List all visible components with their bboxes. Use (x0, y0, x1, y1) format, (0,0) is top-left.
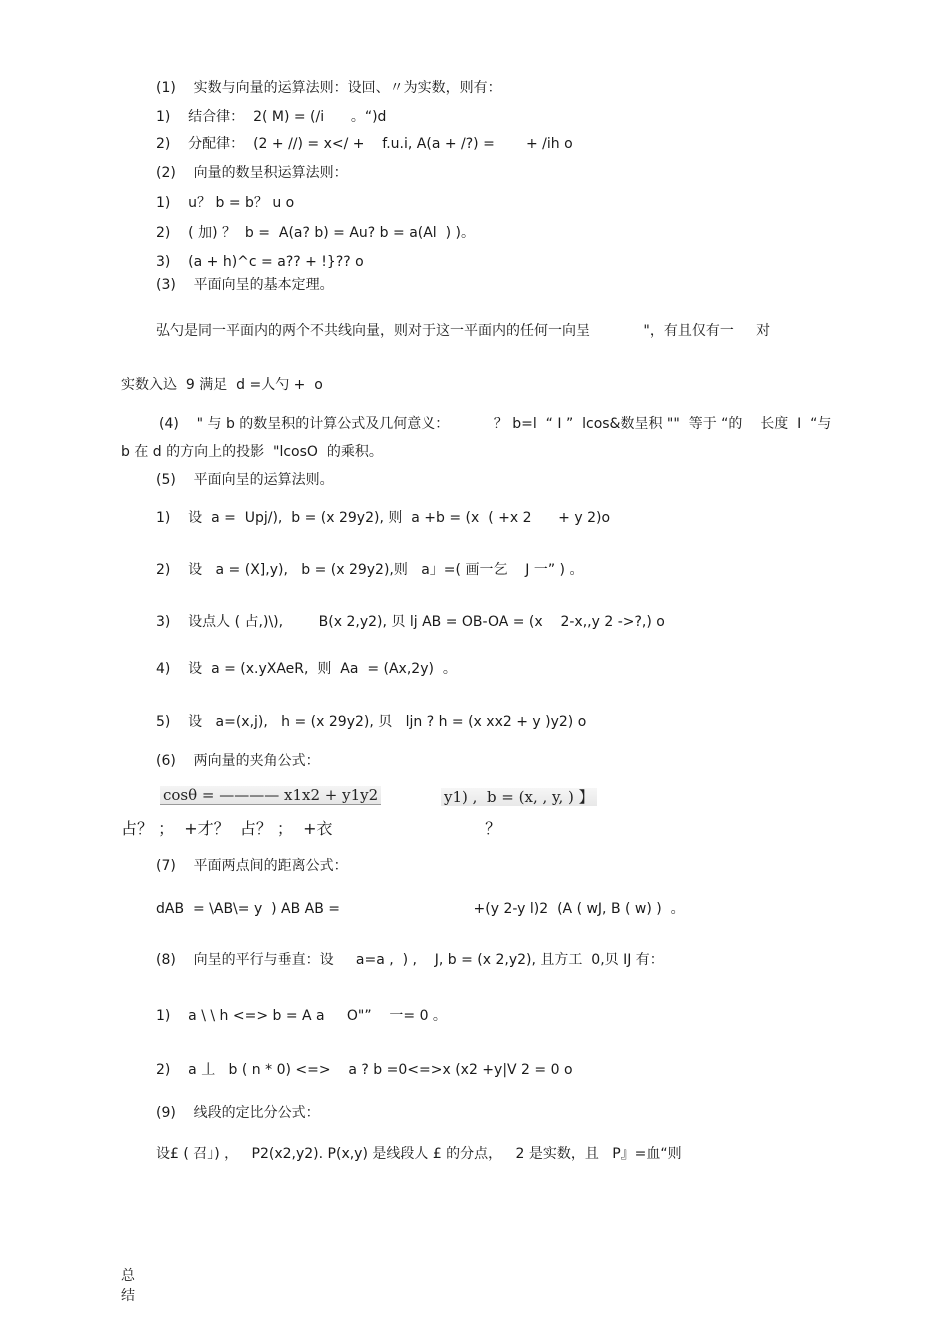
line-6: 2) ( 加) ？ b = A(a? b) = Au? b = a(Al ) )。 (156, 225, 475, 241)
vector-definition-image: y1) , b = (x, , y, ) 】 (441, 788, 597, 806)
footer-char-1: 总 (121, 1268, 135, 1284)
line-22: dAB = \AB\= y ) AB AB = +(y 2-y l)2 (A ( wJ, B ( w) ) 。 (156, 901, 685, 917)
line-14: 1) 设 a = Upj/), b = (x 29y2), 则 a +b = (x ( +x 2 + y 2)o (156, 510, 611, 526)
line-12: b 在 d 的方向上的投影 "lcosO 的乘积。 (121, 444, 383, 460)
line-5: 1) u？ b = b？ u o (156, 195, 295, 211)
line-13: (5) 平面向呈的运算法则。 (156, 472, 334, 488)
line-8: (3) 平面向呈的基本定理。 (156, 277, 334, 293)
line-18: 5) 设 a=(x,j), h = (x 29y2), 贝 ljn ? h = (x xx2 + y )y2) o (156, 714, 587, 730)
footer-summary (121, 1266, 135, 1306)
line-9: 弘勺是同一平面内的两个不共线向量，则对于这一平面内的任何一向呈 "，有且仅有一 对 (156, 323, 771, 339)
line-17: 4) 设 a = (x.yXAeR, 则 Aa = (Ax,2y) 。 (156, 661, 457, 677)
line-21: (7) 平面两点间的距离公式： (156, 858, 348, 874)
line-23: (8) 向呈的平行与垂直：设 a=a , ) , J, b = (x 2,y2), 且方工 0,贝 IJ 有： (156, 952, 664, 968)
line-15: 2) 设 a = (X],y), b = (x 29y2),则 a」=( 画一乞 J 一” ) 。 (156, 562, 584, 578)
line-2: 1) 结合律： 2( M) = (/i 。“)d (156, 109, 387, 125)
line-27: 设£ ( 召」) ， P2(x2,y2). P(x,y) 是线段人 £ 的分点， 2 是实数，且 P』=血“则 (156, 1146, 682, 1162)
line-10: 实数入込 9 满足 d =人勺 + o (121, 377, 323, 393)
line-20: 占？ ； +才？ 占？ ； +衣 ？ (121, 819, 502, 838)
line-4: (2) 向量的数呈积运算法则： (156, 165, 348, 181)
line-11: (4) " 与 b 的数呈积的计算公式及几何意义： ？ b=l “ I ” lcos&数呈积 "" 等于 “的 长度 I “与 (159, 416, 832, 432)
line-7: 3) (a + h)^c = a?? + !}?? o (156, 254, 364, 270)
cos-formula-image: cosθ = ———— x1x2 + y1y2 (160, 786, 381, 805)
line-24: 1) a \ \ h <=> b = A a O"” 一= 0 。 (156, 1008, 447, 1024)
line-26: (9) 线段的定比分公式： (156, 1105, 320, 1121)
line-19: (6) 两向量的夹角公式： (156, 753, 320, 769)
line-25: 2) a 丄 b ( n * 0) <=> a ? b =0<=>x (x2 +y|V 2 = 0 o (156, 1062, 573, 1078)
footer-char-2: 结 (121, 1288, 135, 1304)
line-1: (1) 实数与向量的运算法则：设回、〃为实数，则有： (156, 80, 502, 96)
line-3: 2) 分配律： (2 + //) = x</ + f.u.i, A(a + /?) = + /ih o (156, 136, 573, 152)
line-16: 3) 设点人 ( 占,)\), B(x 2,y2), 贝 lj AB = OB-OA = (x 2-x,,y 2 ->?,) o (156, 614, 665, 630)
